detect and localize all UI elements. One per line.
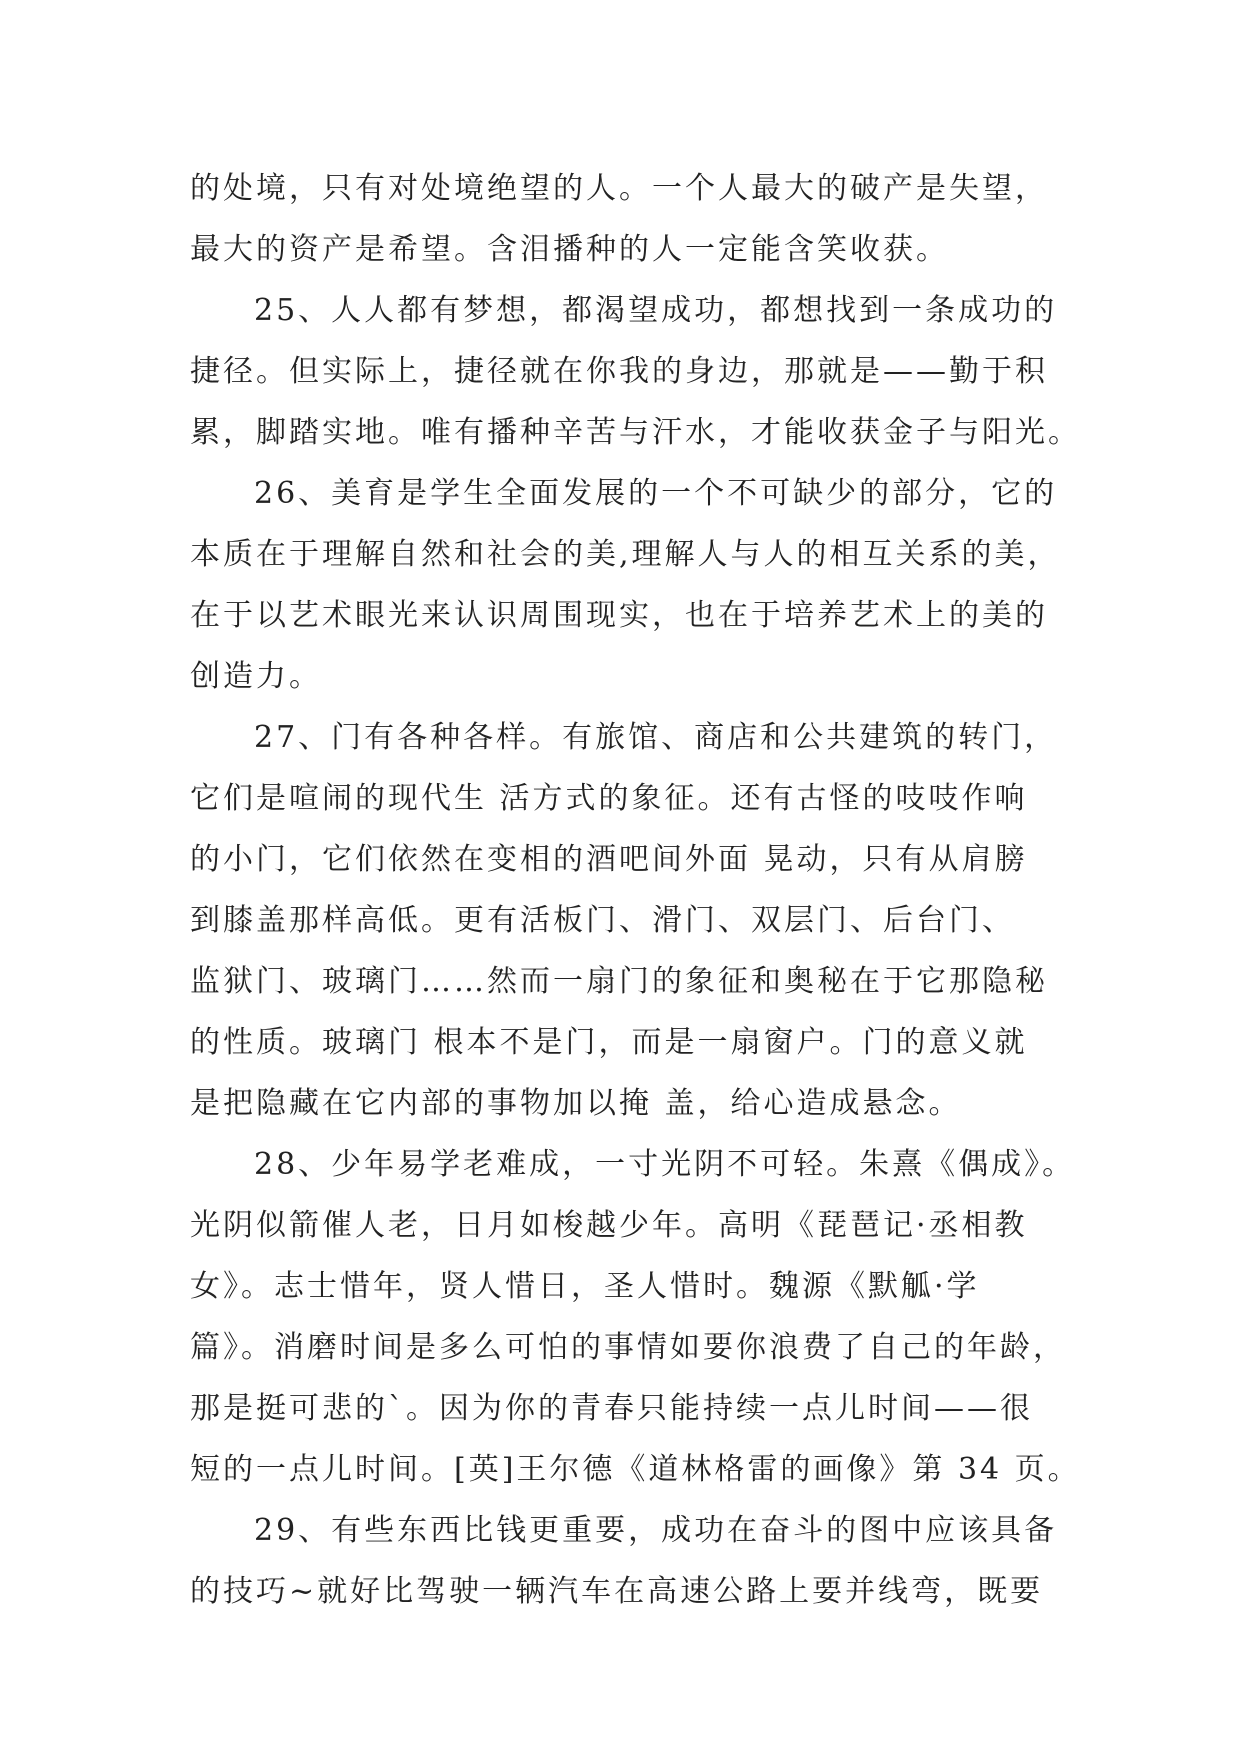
text-line: 在于以艺术眼光来认识周围现实，也在于培养艺术上的美的 (190, 598, 1048, 633)
paragraph-start-25: 25、人人都有梦想，都渴望成功，都想找到一条成功的 (254, 293, 1058, 328)
paragraph-start-28: 28、少年易学老难成，一寸光阴不可轻。朱熹《偶成》。 (254, 1147, 1076, 1182)
paragraph-start-29: 29、有些东西比钱更重要，成功在奋斗的图中应该具备 (254, 1513, 1058, 1548)
text-line: 的处境，只有对处境绝望的人。一个人最大的破产是失望， (190, 171, 1048, 206)
text-line: 是把隐藏在它内部的事物加以掩 盖，给心造成悬念。 (190, 1086, 962, 1121)
body-text (190, 158, 1081, 1622)
text-line: 的性质。玻璃门 根本不是门，而是一扇窗户。门的意义就 (190, 1025, 1028, 1060)
paragraph-start-27: 27、门有各种各样。有旅馆、商店和公共建筑的转门， (254, 720, 1058, 755)
text-line: 本质在于理解自然和社会的美,理解人与人的相互关系的美， (190, 537, 1061, 572)
text-line: 累，脚踏实地。唯有播种辛苦与汗水，才能收获金子与阳光。 (190, 415, 1081, 450)
text-line: 光阴似箭催人老，日月如梭越少年。高明《琵琶记·丞相教 (190, 1208, 1028, 1243)
text-line: 捷径。但实际上，捷径就在你我的身边，那就是——勤于积 (190, 354, 1048, 389)
text-line: 监狱门、玻璃门……然而一扇门的象征和奥秘在于它那隐秘 (190, 964, 1048, 999)
text-line: 女》。志士惜年，贤人惜日，圣人惜时。魏源《默觚·学 (190, 1269, 980, 1304)
text-line: 的技巧~就好比驾驶一辆汽车在高速公路上要并线弯，既要 (190, 1574, 1044, 1609)
text-line: 的小门，它们依然在变相的酒吧间外面 晃动，只有从肩膀 (190, 842, 1028, 877)
text-line: 篇》。消磨时间是多么可怕的事情如要你浪费了自己的年龄， (190, 1330, 1066, 1365)
text-line: 到膝盖那样高低。更有活板门、滑门、双层门、后台门、 (190, 903, 1015, 938)
text-line: 创造力。 (190, 659, 322, 694)
text-line: 短的一点儿时间。[英]王尔德《道林格雷的画像》第 34 页。 (190, 1452, 1081, 1487)
paragraph-start-26: 26、美育是学生全面发展的一个不可缺少的部分，它的 (254, 476, 1058, 511)
text-line: 那是挺可悲的`。因为你的青春只能持续一点儿时间——很 (190, 1391, 1033, 1426)
text-line: 最大的资产是希望。含泪播种的人一定能含笑收获。 (190, 232, 949, 267)
text-line: 它们是喧闹的现代生 活方式的象征。还有古怪的吱吱作响 (190, 781, 1028, 816)
